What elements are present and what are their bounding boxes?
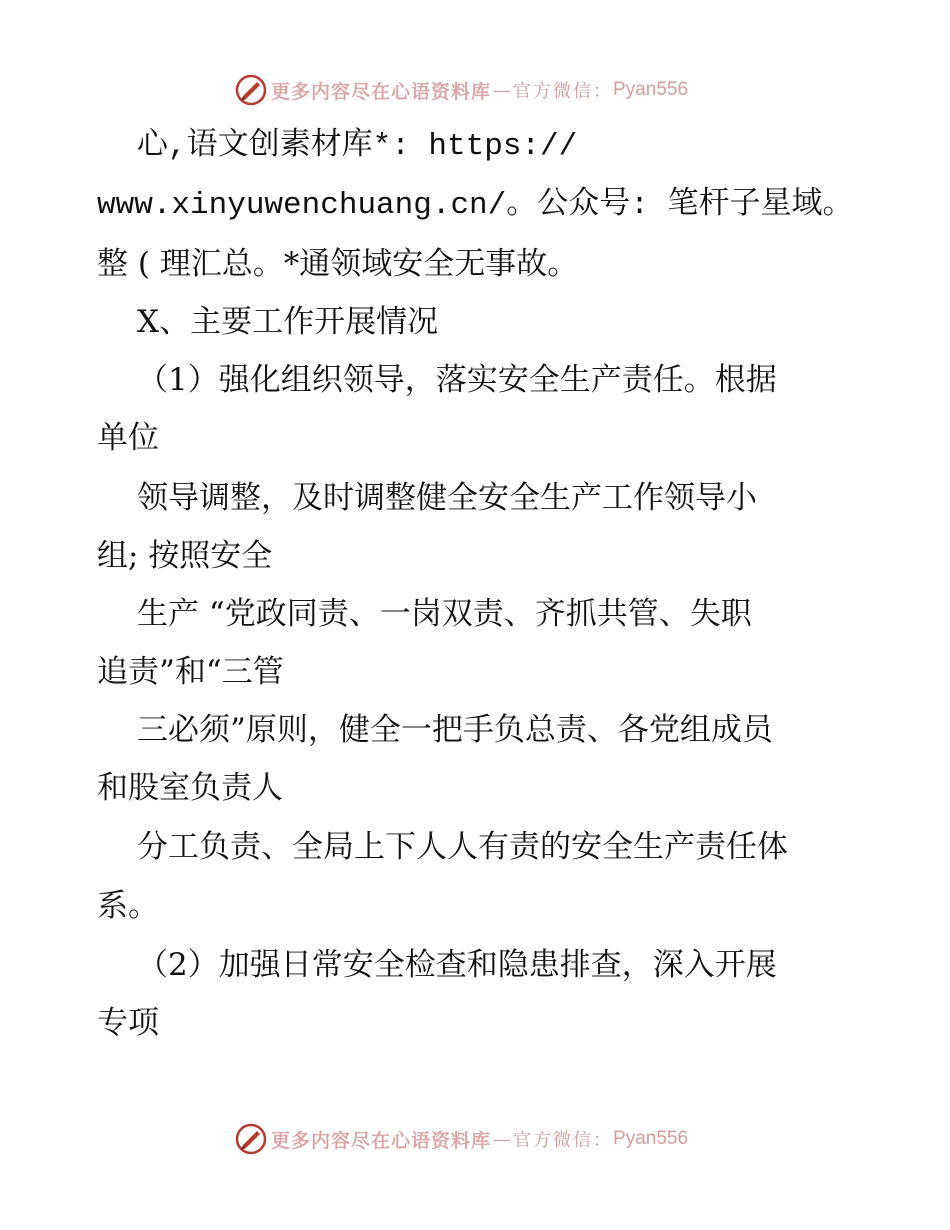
body-line: 组; 按照安全 <box>97 538 273 574</box>
body-line: 单位 <box>97 420 159 456</box>
body-line: 领导调整，及时调整健全安全生产工作领导小 <box>137 480 757 516</box>
body-line: （1）强化组织领导，落实安全生产责任。根据 <box>137 362 777 398</box>
header-banner <box>235 73 688 107</box>
footer-banner <box>235 1122 688 1156</box>
body-line: 生产 “党政同责、一岗双责、齐抓共管、失职 <box>137 596 752 632</box>
body-line: 追责”和“三管 <box>97 654 284 690</box>
body-line: 和股室负责人 <box>97 770 283 806</box>
pen-logo-icon <box>235 1123 267 1155</box>
body-line: 专项 <box>97 1005 159 1041</box>
body-line: www.xinyuwenchuang.cn/。公众号: 笔杆子星域。 <box>97 188 854 223</box>
banner-dash: — <box>493 1128 512 1150</box>
banner-wechat-label: 官方微信： <box>513 1130 614 1151</box>
banner-main-text: 更多内容尽在心语资料库 <box>271 1129 492 1152</box>
banner-wechat-label: 官方微信： <box>513 81 614 102</box>
body-line: 心,语文创素材库*: https:// <box>137 129 578 164</box>
body-line: 整 ( 理汇总。*通领域安全无事故。 <box>97 246 579 282</box>
banner-main-text: 更多内容尽在心语资料库 <box>271 80 492 103</box>
banner-wechat-id: Pyan556 <box>613 79 689 100</box>
body-line: 分工负责、全局上下人人有责的安全生产责任体 <box>137 829 788 865</box>
body-line: （2）加强日常安全检查和隐患排查，深入开展 <box>137 947 777 983</box>
body-line: 系。 <box>97 888 159 924</box>
pen-logo-icon <box>235 74 267 106</box>
body-line: X、主要工作开展情况 <box>137 304 439 340</box>
banner-dash: — <box>493 79 512 101</box>
banner-wechat-id: Pyan556 <box>613 1128 689 1149</box>
body-line: 三必须”原则，健全一把手负总责、各党组成员 <box>137 712 773 748</box>
